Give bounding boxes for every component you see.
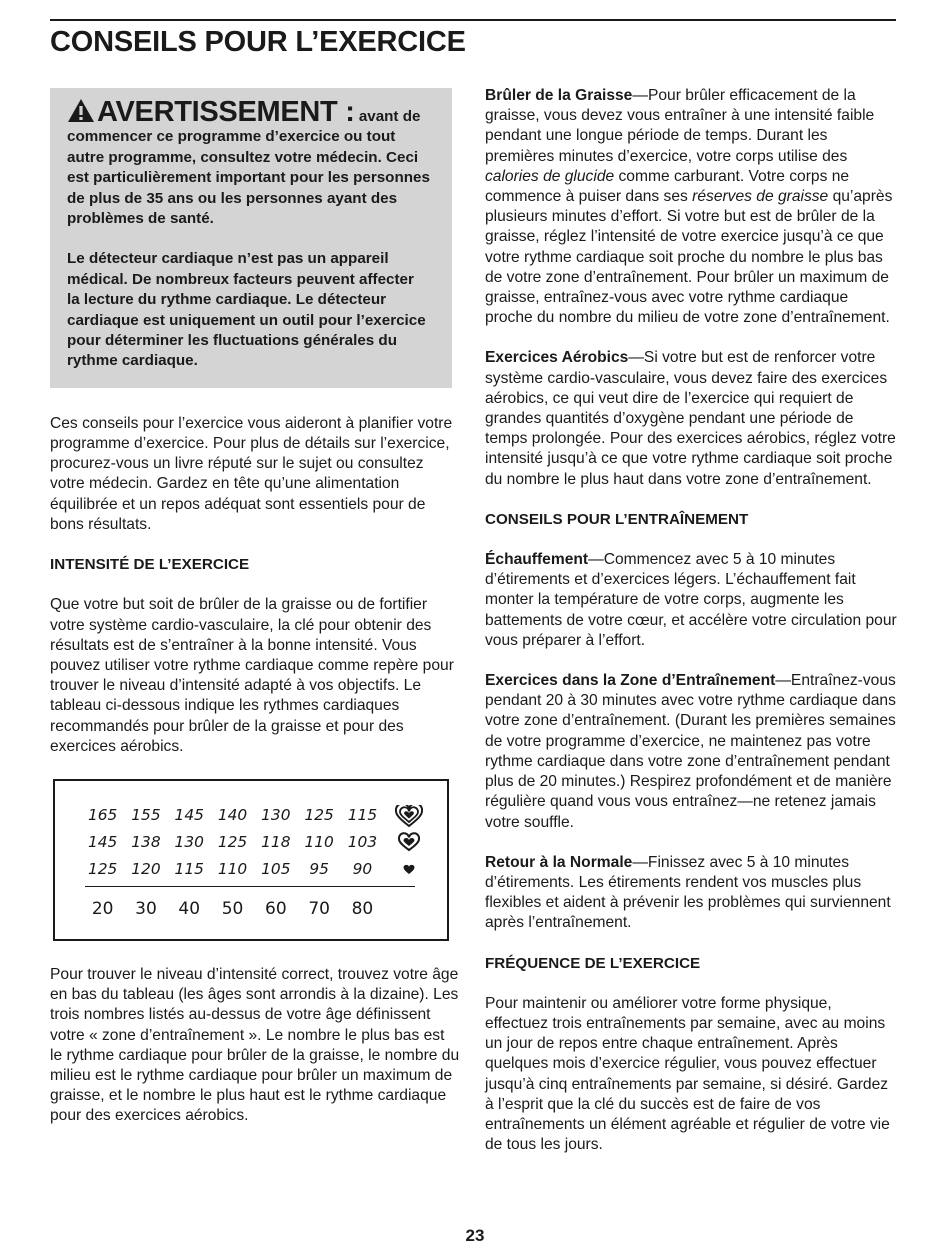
- aerobic-paragraph: [485, 348, 897, 489]
- age-cell: 40: [178, 898, 201, 919]
- heart-rate-row: [81, 805, 384, 825]
- warning-heading: AVERTISSEMENT :: [97, 96, 355, 128]
- heart-rate-table: [53, 779, 449, 941]
- page-number: 23: [465, 1226, 485, 1245]
- heart-small-icon: [395, 859, 423, 881]
- fat-burn-paragraph: [485, 86, 897, 328]
- hr-cell: 115: [347, 805, 378, 824]
- warning-text: [67, 98, 430, 229]
- hr-cell: 138: [131, 832, 161, 851]
- aerobic-text: —Si votre but est de renforcer votre système cardio-vasculaire, vous devez faire des exercices aérobics, ce qui veut dire de l’exercice qui requiert de grandes quantités d’oxygène pendant une période de temps prolongée. Pour des exercices aérobics, réglez votre intensité jusqu’à ce que votre rythme cardiaque soit proche du nombre le plus haut dans votre zone d’entraînement.: [485, 349, 896, 488]
- aerobic-lead: Exercices Aérobics: [485, 349, 629, 367]
- heart-medium-icon: [395, 832, 423, 854]
- hr-cell: 118: [261, 832, 291, 851]
- hr-cell: 110: [217, 859, 248, 878]
- age-cell: 30: [135, 898, 157, 919]
- table-divider: [85, 886, 415, 888]
- left-column: [50, 88, 460, 1147]
- hr-cell: 125: [304, 805, 334, 824]
- top-rule: [50, 19, 896, 21]
- zone-paragraph: [485, 671, 897, 833]
- page-title: CONSEILS POUR L’EXERCICE: [50, 26, 466, 58]
- intensity-heading: INTENSITÉ DE L’EXERCICE: [50, 556, 250, 574]
- warning-heading-tail: avant de commencer ce programme d’exercice ou tout autre programme, consultez votre médecin. Ceci est particulièrement important pour les personnes de plus de 35 ans ou les personnes ayant des problèmes de santé.: [67, 108, 430, 228]
- hr-cell: 140: [217, 805, 248, 824]
- find-zone-paragraph: Pour trouver le niveau d’intensité correct, trouvez votre âge en bas du tableau (les âges sont arrondis à la dizaine). Les trois nombres listés au-dessus de votre âge définissent votre « zone d’entraînement ». Le nombre le plus bas est le rythme cardiaque pour brûler de la graisse, le nombre du milieu est le rythme cardiaque pour brûler un maximum de graisse, et le nombre le plus haut est le rythme cardiaque pour des exercices aérobics.: [50, 965, 460, 1125]
- frequency-heading: FRÉQUENCE DE L’EXERCICE: [485, 954, 701, 972]
- cooldown-text: —Finissez avec 5 à 10 minutes d’étirements. Les étirements rendent vos muscles plus flexibles et aident à prévenir les problèmes qui surviennent après l’entraînement.: [485, 853, 891, 932]
- hr-cell: 130: [174, 832, 204, 851]
- age-cell: 80: [351, 898, 374, 919]
- hr-cell: 90: [352, 859, 373, 878]
- hr-cell: 110: [304, 832, 334, 851]
- hr-cell: 105: [261, 859, 291, 878]
- heart-rate-row: [81, 832, 384, 852]
- warning-second-paragraph: Le détecteur cardiaque n’est pas un appareil médical. De nombreux facteurs peuvent affecter la lecture du rythme cardiaque. Le détecteur cardiaque est uniquement un outil pour l’exercice pour déterminer les fluctuations générales du rythme cardiaque.: [67, 250, 426, 370]
- fat-burn-text: comme carburant. Votre corps ne commence à puiser dans ses: [485, 167, 850, 206]
- hr-cell: 115: [174, 859, 204, 878]
- hr-cell: 103: [347, 832, 378, 851]
- age-cell: 60: [265, 898, 287, 919]
- right-column: [485, 86, 897, 1175]
- hr-cell: 125: [87, 859, 118, 878]
- cooldown-lead: Retour à la Normale: [485, 853, 633, 871]
- intensity-paragraph: Que votre but soit de brûler de la graisse ou de fortifier votre système cardio-vasculaire, la clé pour obtenir des résultats est de s’entraîner à la bonne intensité. Vous pouvez utiliser votre rythme cardiaque comme repère pour trouver le niveau d’intensité adapté à vos objectifs. Le tableau ci-dessous indique les rythmes cardiaques recommandés pour brûler de la graisse et pour des exercices aérobics.: [50, 596, 454, 755]
- hr-cell: 155: [131, 805, 161, 824]
- fat-burn-text: —Pour brûler efficacement de la graisse, vous devez vous entraîner à une intensité faible pendant une longue période de temps. Durant les premières minutes d’exercice, votre corps utilise des: [485, 87, 875, 165]
- zone-lead: Exercices dans la Zone d’Entraînement: [485, 672, 776, 690]
- zone-text: —Entraînez-vous pendant 20 à 30 minutes avec votre rythme cardiaque dans votre zone d’entraînement. (Durant les premières semaines de votre programme d’exercice, ne maintenez pas votre rythme cardiaque dans votre zone d’entraînement pendant plus de 20 minutes.) Respirez profondément et de manière régulière quand vous vous entraînez—ne retenez jamais votre souffle.: [485, 672, 896, 831]
- warmup-paragraph: [485, 550, 897, 651]
- frequency-paragraph: Pour maintenir ou améliorer votre forme physique, effectuez trois entraînements par semaine, avec au moins un jour de repos entre chaque entraînement. Après quelques mois d’exercice régulier, vous pouvez effectuer jusqu’à cinq entraînements par semaine, si désiré. Gardez à l’esprit que la clé du succès est de faire de vos entraînements un élément agréable et régulier de votre vie de tous les jours.: [485, 994, 890, 1154]
- fat-burn-emphasis: calories de glucide: [485, 167, 615, 185]
- warmup-text: —Commencez avec 5 à 10 minutes d’étirements et d’exercices légers. L’échauffement fait monter la température de votre corps, augmente les battements de votre cœur, et accélère votre circulation pour vous préparer à l’effort.: [485, 551, 897, 649]
- hr-cell: 165: [87, 805, 118, 824]
- warning-box: [50, 88, 452, 388]
- warmup-lead: Échauffement: [485, 551, 589, 569]
- hr-cell: 95: [309, 859, 329, 878]
- fat-burn-text: qu’après plusieurs minutes d’effort. Si votre but est de brûler de la graisse, réglez l’intensité de votre exercice jusqu’à ce que votre rythme cardiaque soit proche du nombre le plus bas de votre zone d’entraînement. Pour brûler un maximum de graisse, entraînez-vous avec votre rythme cardiaque proche du nombre du milieu de votre zone d’entraînement.: [485, 188, 893, 327]
- cooldown-paragraph: [485, 853, 897, 934]
- hr-cell: 130: [261, 805, 291, 824]
- heart-rate-row: [81, 859, 384, 879]
- age-cell: 50: [221, 898, 244, 919]
- age-cell: 70: [308, 898, 330, 919]
- age-row: [81, 899, 384, 919]
- heart-large-icon: [395, 805, 423, 827]
- age-cell: 20: [91, 898, 114, 919]
- warning-triangle-icon: [67, 98, 95, 123]
- hr-cell: 145: [174, 805, 204, 824]
- training-heading: CONSEILS POUR L’ENTRAÎNEMENT: [485, 510, 749, 528]
- hr-cell: 120: [131, 859, 161, 878]
- fat-burn-lead: Brûler de la Graisse: [485, 87, 633, 104]
- intro-paragraph: Ces conseils pour l’exercice vous aideront à planifier votre programme d’exercice. Pour plus de détails sur l’exercice, procurez-vous un livre réputé sur le sujet ou consultez votre médecin. Gardez en tête qu’une alimentation équilibrée et un repos adéquat sont essentiels pour de bons résultats.: [50, 414, 453, 533]
- hr-cell: 145: [87, 832, 118, 851]
- fat-burn-emphasis: réserves de graisse: [692, 188, 829, 206]
- hr-cell: 125: [217, 832, 248, 851]
